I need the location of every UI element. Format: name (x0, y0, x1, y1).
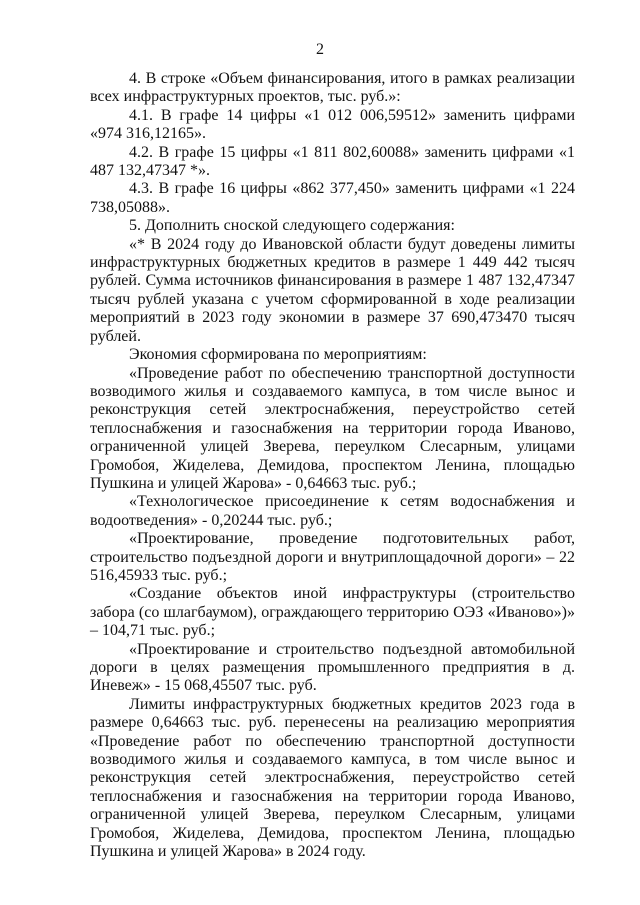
document-body (90, 70, 575, 861)
savings-item-road-design: «Проектирование, проведение подготовительных работ, строительство подъездной дороги и внутриплощадочной дороги» – 22 516,45933 тыс. руб.; (90, 530, 575, 584)
paragraph-item-4-heading: 4. В строке «Объем финансирования, итого в рамках реализации всех инфраструктурных проектов, тыс. руб.»: (90, 70, 575, 106)
savings-item-transport: «Проведение работ по обеспечению транспортной доступности возводимого жилья и создаваемого кампуса, в том числе вынос и реконструкция сетей электроснабжения, переустройство сетей теплоснабжения и газоснабжения на территории города Иваново, ограниченной улицей Зверева, переулком Слесарным, улицами Громобоя, Жиделева, Демидова, проспектом Ленина, площадью Пушкина и улицей Жарова» - 0,64663 тыс. руб.; (90, 364, 575, 492)
savings-item-water: «Технологическое присоединение к сетям водоснабжения и водоотведения» - 0,20244 тыс. руб.; (90, 493, 575, 529)
footnote-text: «* В 2024 году до Ивановской области будут доведены лимиты инфраструктурных бюджетных кредитов в размере 1 449 442 тысяч рублей. Сумма источников финансирования в размере 1 487 132,47347 тысяч рублей указана с учетом сформированной в ходе реализации мероприятий в 2023 году экономии в размере 37 690,473470 тысяч рублей. (90, 235, 575, 345)
limits-transfer-paragraph: Лимиты инфраструктурных бюджетных кредитов 2023 года в размере 0,64663 тыс. руб. перенесены на реализацию мероприятия «Проведение работ по обеспечению транспортной доступности возводимого жилья и создаваемого кампуса, в том числе вынос и реконструкция сетей электроснабжения, переустройство сетей теплоснабжения и газоснабжения на территории города Иваново, ограниченной улицей Зверева, переулком Слесарным, улицами Громобоя, Жиделева, Демидова, проспектом Ленина, площадью Пушкина и улицей Жарова» в 2024 году. (90, 695, 575, 861)
page-number: 2 (316, 41, 324, 58)
savings-item-fence: «Создание объектов иной инфраструктуры (строительство забора (со шлагбаумом), ограждающего территорию ОЭЗ «Иваново»)» – 104,71 тыс. руб.; (90, 585, 575, 640)
savings-intro: Экономия сформирована по мероприятиям: (129, 346, 427, 364)
savings-item-access-road: «Проектирование и строительство подъездной автомобильной дороги в целях размещения промышленного предприятия в д. Иневеж» - 15 068,45507 тыс. руб. (90, 640, 575, 695)
paragraph-item-4-1: 4.1. В графе 14 цифры «1 012 006,59512» заменить цифрами «974 316,12165». (90, 106, 575, 143)
paragraph-item-4-3: 4.3. В графе 16 цифры «862 377,450» заменить цифрами «1 224 738,05088». (90, 180, 575, 216)
paragraph-item-4-2: 4.2. В графе 15 цифры «1 811 802,60088» заменить цифрами «1 487 132,47347 *». (90, 143, 575, 180)
paragraph-item-5-heading: 5. Дополнить сноской следующего содержания: (129, 217, 455, 235)
